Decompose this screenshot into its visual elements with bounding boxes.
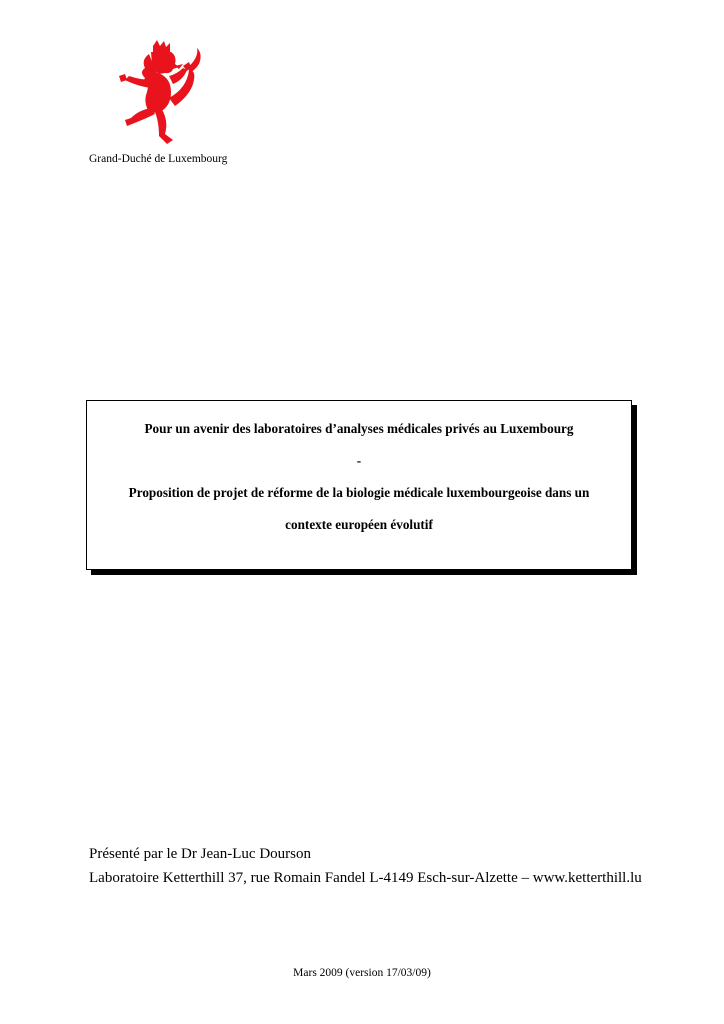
- title-line-2: Proposition de projet de réforme de la biologie médicale luxembourgeoise dans un: [128, 485, 590, 500]
- laboratory-address: Laboratoire Ketterthill 37, rue Romain Fandel L-4149 Esch-sur-Alzette – www.ketterthill.lu: [89, 870, 642, 886]
- title-line-1: Pour un avenir des laboratoires d’analyses médicales privés au Luxembourg: [144, 421, 574, 436]
- organization-name: Grand-Duché de Luxembourg: [89, 153, 228, 165]
- title-line-3: contexte européen évolutif: [285, 517, 433, 532]
- presenter: Présenté par le Dr Jean-Luc Dourson: [89, 846, 312, 862]
- footer-date: Mars 2009 (version 17/03/09): [293, 967, 431, 979]
- title-box: [86, 400, 632, 570]
- title-separator: -: [356, 453, 362, 468]
- red-lion-rampant-icon: [113, 40, 203, 148]
